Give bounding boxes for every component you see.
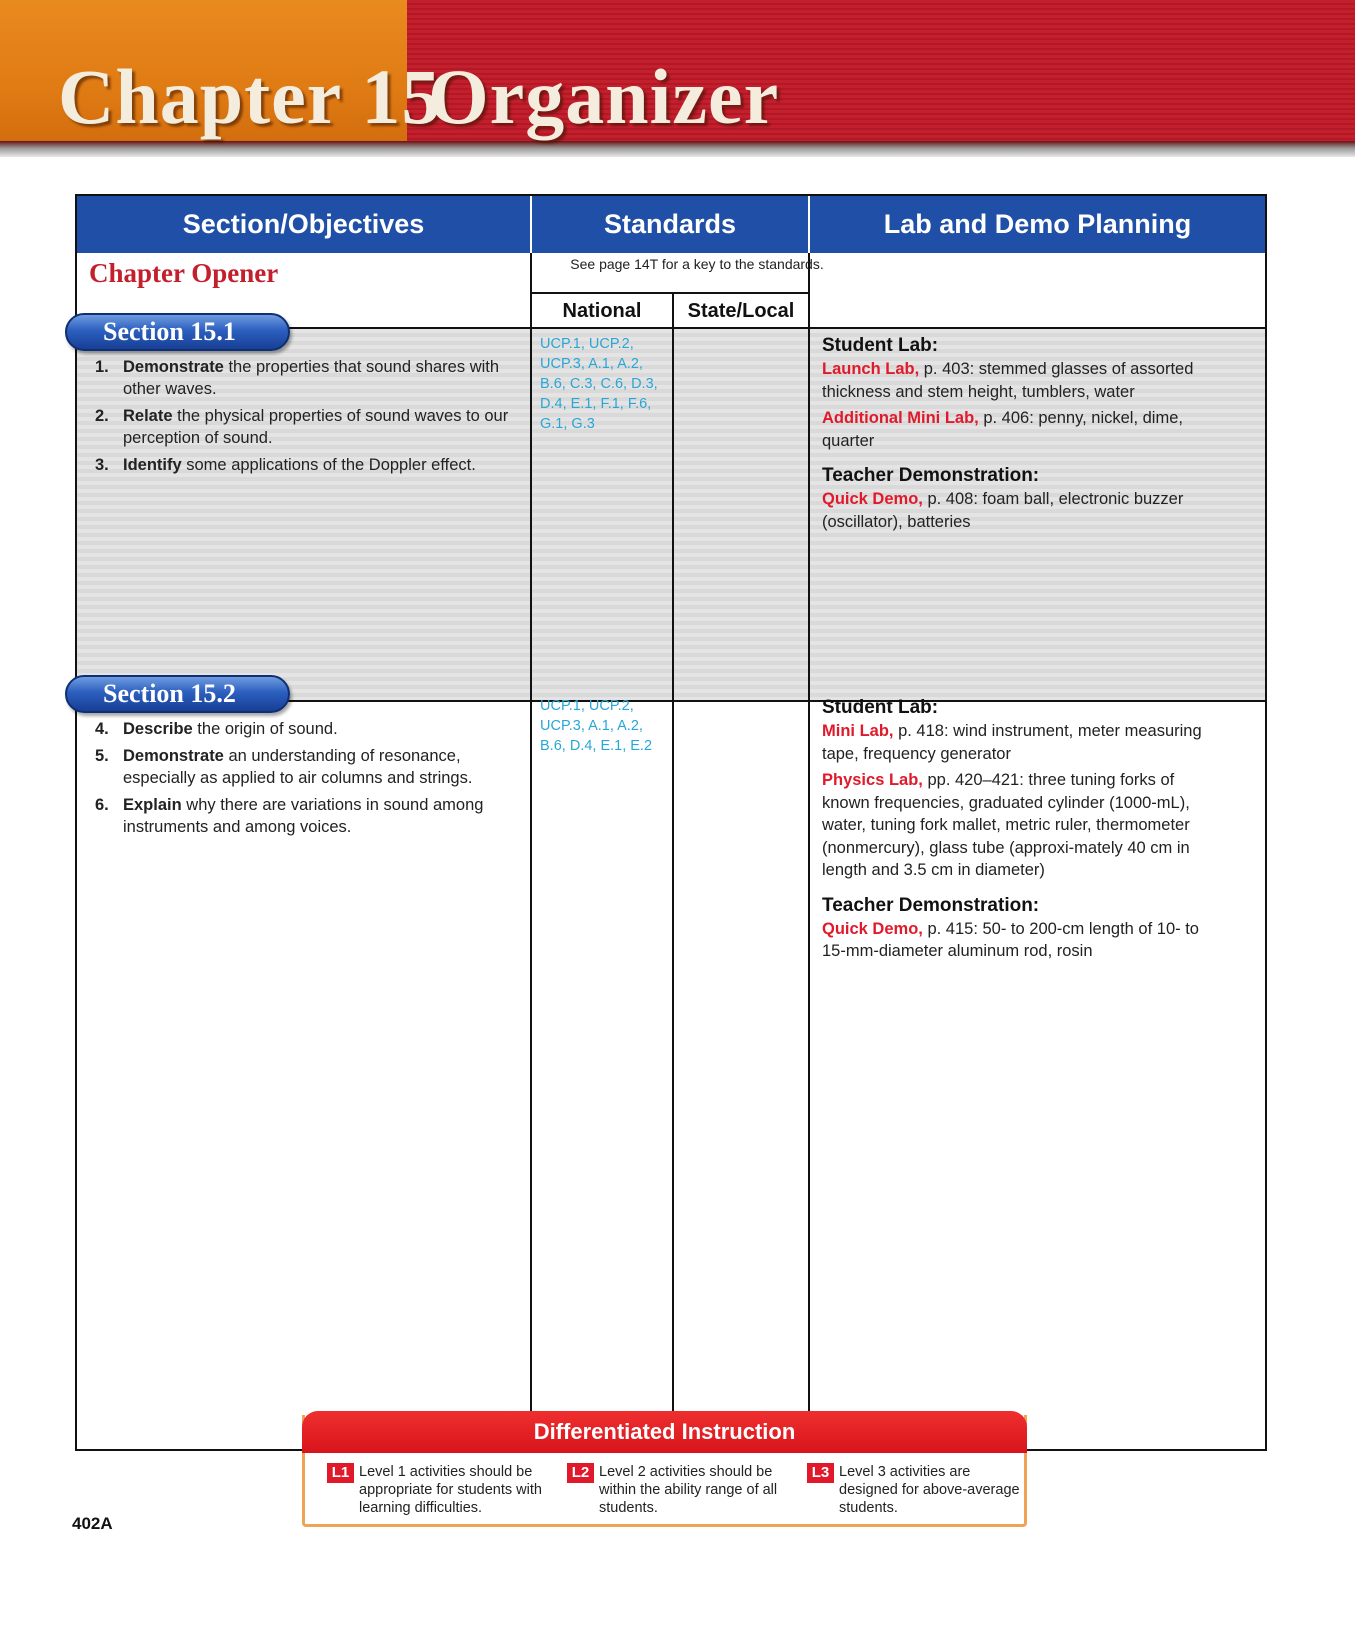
lab-item (822, 769, 1217, 882)
section-15-1-lab-planning (822, 334, 1217, 537)
level-3-badge: L3 (807, 1463, 834, 1483)
section-15-2-badge: Section 15.2 (65, 675, 290, 713)
differentiated-instruction-box (302, 1415, 1027, 1527)
section-15-2-lab-planning (822, 696, 1217, 967)
lab-materials: p. 418: wind instrument, meter measuring tape, frequency generator (822, 722, 1202, 763)
lab-name: Additional Mini Lab, (822, 409, 979, 427)
level-1-badge: L1 (327, 1463, 354, 1483)
section-15-1-objectives (95, 356, 515, 481)
demo-name: Quick Demo, (822, 919, 923, 938)
header-lab-demo-planning: Lab and Demo Planning (810, 196, 1265, 253)
objective-verb: Demonstrate (123, 747, 224, 765)
demo-materials: p. 408: foam ball, electronic buzzer (oscillator), batteries (822, 490, 1184, 531)
differentiated-instruction-title: Differentiated Instruction (302, 1411, 1027, 1453)
objective-item (95, 405, 515, 449)
lab-name: Launch Lab, (822, 360, 920, 378)
level-1-text: Level 1 activities should be appropriate for students with learning difficulties. (359, 1464, 542, 1516)
chapter-title: Chapter 15 (58, 53, 442, 140)
level-2-text: Level 2 activities should be within the ability range of all students. (599, 1464, 778, 1516)
column-divider (672, 294, 674, 1449)
demo-materials: p. 415: 50- to 200-cm length of 10- to 15-mm-diameter aluminum rod, rosin (822, 919, 1199, 960)
objective-verb: Demonstrate (123, 358, 224, 376)
teacher-demo-heading: Teacher Demonstration: (822, 465, 1040, 486)
level-3-text: Level 3 activities are designed for above-average students. (839, 1464, 1020, 1516)
objective-item (95, 745, 515, 789)
level-2-note (567, 1463, 787, 1517)
objective-number: 1. (95, 358, 109, 376)
level-3-note (807, 1463, 1027, 1517)
national-subheader: National (562, 300, 642, 322)
objective-verb: Identify (123, 456, 182, 474)
objective-text: the properties that sound shares with other waves. (123, 358, 500, 398)
objective-item (95, 794, 515, 838)
banner-shadow (0, 141, 1355, 157)
objective-number: 6. (95, 796, 109, 814)
lab-materials: p. 406: penny, nickel, dime, quarter (822, 409, 1183, 450)
demo-name: Quick Demo, (822, 490, 923, 508)
section-15-1-national-standards: UCP.1, UCP.2, UCP.3, A.1, A.2, B.6, C.3, C.6, D.3, D.4, E.1, F.1, F.6, G.1, G.3 (540, 336, 658, 432)
demo-item (822, 918, 1217, 963)
header-section-objectives: Section/Objectives (77, 196, 532, 253)
student-lab-heading: Student Lab: (822, 697, 939, 718)
lab-item (822, 407, 1217, 452)
objective-number: 3. (95, 456, 109, 474)
lab-name: Physics Lab, (822, 771, 923, 789)
objective-number: 2. (95, 407, 109, 425)
column-divider (808, 253, 810, 1449)
standards-key-note: See page 14T for a key to the standards. (570, 256, 824, 272)
objective-item (95, 356, 515, 400)
objective-text: the origin of sound. (192, 720, 338, 738)
objective-text: why there are variations in sound among instruments and among voices. (123, 796, 484, 836)
chapter-banner (0, 0, 1355, 148)
state-local-subheader: State/Local (687, 300, 795, 322)
demo-item (822, 488, 1217, 533)
objective-item (95, 718, 515, 740)
section-15-2-national-standards: UCP.1, UCP.2, UCP.3, A.1, A.2, B.6, D.4, E.1, E.2 (540, 698, 653, 754)
objective-verb: Explain (123, 796, 182, 814)
lab-item (822, 720, 1217, 765)
level-1-note (327, 1463, 547, 1517)
objective-item (95, 454, 515, 476)
chapter-opener-label: Chapter Opener (89, 258, 279, 288)
objective-number: 4. (95, 720, 109, 738)
objective-text: some applications of the Doppler effect. (181, 456, 476, 474)
objective-text: an understanding of resonance, especially as applied to air columns and strings. (123, 747, 473, 787)
section-15-2-objectives (95, 718, 515, 843)
header-standards: Standards (532, 196, 810, 253)
page-number: 402A (72, 1514, 113, 1533)
lab-name: Mini Lab, (822, 722, 894, 740)
objective-number: 5. (95, 747, 109, 765)
lab-materials: pp. 420–421: three tuning forks of known frequencies, graduated cylinder (1000-mL), water, tuning fork mallet, metric ruler, thermometer (nonmercury), glass tube (approxi-mately 40 cm in length and 3.5 cm in diameter) (822, 771, 1190, 879)
teacher-demo-heading: Teacher Demonstration: (822, 894, 1040, 916)
objective-text: the physical properties of sound waves to our perception of sound. (123, 407, 509, 447)
objective-verb: Relate (123, 407, 173, 425)
student-lab-heading: Student Lab: (822, 335, 939, 356)
objective-verb: Describe (123, 720, 193, 738)
organizer-title: Organizer (428, 53, 780, 140)
column-divider (530, 253, 532, 1449)
lab-item (822, 358, 1217, 403)
lab-materials: p. 403: stemmed glasses of assorted thickness and stem height, tumblers, water (822, 360, 1194, 401)
level-2-badge: L2 (567, 1463, 594, 1483)
organizer-table (75, 194, 1267, 1451)
section-15-1-badge: Section 15.1 (65, 313, 290, 351)
